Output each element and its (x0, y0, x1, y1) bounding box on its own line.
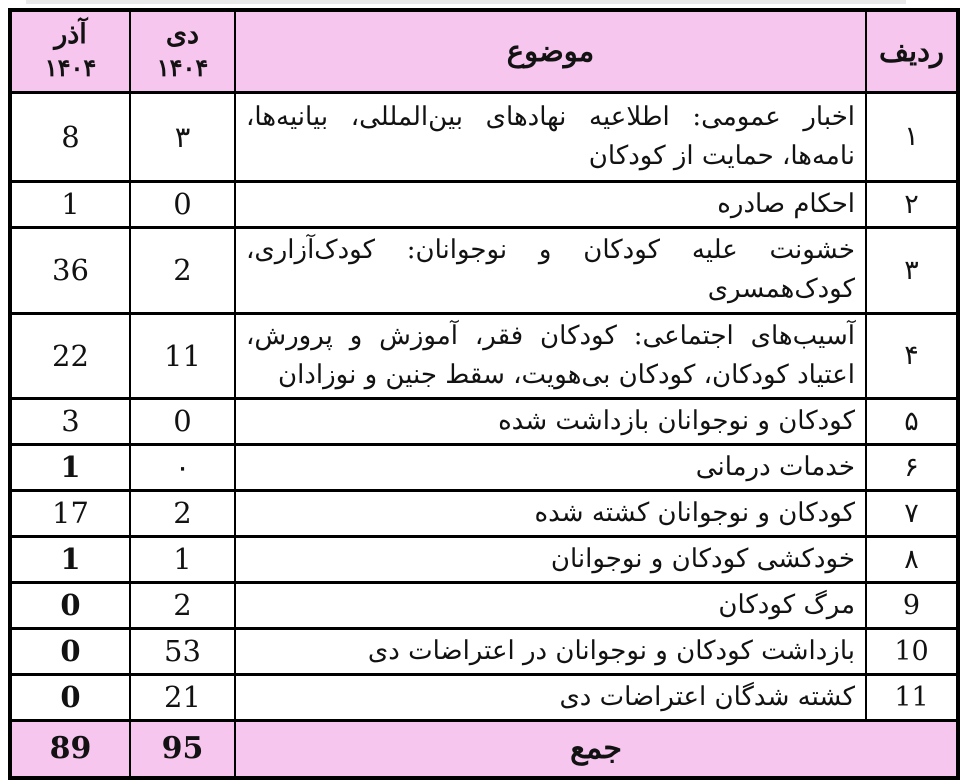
table-sum-row (10, 720, 958, 778)
header-azar-month: آذر (54, 19, 87, 51)
row-number: ۷ (866, 490, 958, 536)
subject-cell: اخبار عمومی: اطلاعیه نهادهای بین‌المللی، بیانیه‌ها، نامه‌ها، حمایت از کودکان (235, 92, 866, 181)
row-number: ۴ (866, 313, 958, 398)
azar-value: 0 (10, 674, 130, 720)
dey-value: 2 (130, 490, 235, 536)
monthly-subjects-table (8, 8, 960, 780)
row-number: ۱ (866, 92, 958, 181)
azar-value: 1 (10, 444, 130, 490)
row-number: ۲ (866, 181, 958, 227)
row-number: ۶ (866, 444, 958, 490)
table-row (10, 92, 958, 181)
table-row (10, 444, 958, 490)
azar-value: 1 (10, 536, 130, 582)
azar-value: 36 (10, 227, 130, 313)
header-subject: موضوع (235, 10, 866, 92)
row-number: ۸ (866, 536, 958, 582)
table-row (10, 628, 958, 674)
azar-value: 8 (10, 92, 130, 181)
subject-cell: کشته شدگان اعتراضات دی (235, 674, 866, 720)
dey-value: 0 (130, 398, 235, 444)
subject-cell: خدمات درمانی (235, 444, 866, 490)
sum-label: جمع (235, 720, 958, 778)
azar-value: 0 (10, 628, 130, 674)
table-row (10, 398, 958, 444)
header-dey-1404 (130, 10, 235, 92)
subject-cell: کودکان و نوجوانان بازداشت شده (235, 398, 866, 444)
row-number: ۵ (866, 398, 958, 444)
row-number: 11 (866, 674, 958, 720)
azar-total: 89 (10, 720, 130, 778)
scan-edge-artifact (26, 0, 906, 4)
header-azar-1404 (10, 10, 130, 92)
dey-value: 2 (130, 227, 235, 313)
header-row-number: ردیف (866, 10, 958, 92)
subject-cell: احکام صادره (235, 181, 866, 227)
header-dey-year: ۱۴۰۴ (156, 52, 209, 82)
azar-value: 17 (10, 490, 130, 536)
dey-value: ۰ (130, 444, 235, 490)
header-dey-month: دی (165, 19, 200, 51)
header-azar-year: ۱۴۰۴ (44, 52, 97, 82)
dey-value: 2 (130, 582, 235, 628)
subject-cell: خودکشی کودکان و نوجوانان (235, 536, 866, 582)
dey-value: 0 (130, 181, 235, 227)
dey-value: 21 (130, 674, 235, 720)
table-row (10, 313, 958, 398)
row-number: ۳ (866, 227, 958, 313)
clipped-page-number-artifact (926, 770, 956, 779)
subject-cell: مرگ کودکان (235, 582, 866, 628)
row-number: 9 (866, 582, 958, 628)
azar-value: 0 (10, 582, 130, 628)
subject-cell: آسیب‌های اجتماعی: کودکان فقر، آموزش و پرورش، اعتیاد کودکان، کودکان بی‌هویت، سقط جنین و نوزادان (235, 313, 866, 398)
dey-value: 1 (130, 536, 235, 582)
azar-value: 22 (10, 313, 130, 398)
dey-value: 53 (130, 628, 235, 674)
table-row (10, 490, 958, 536)
table-row (10, 536, 958, 582)
subject-cell: خشونت علیه کودکان و نوجوانان: کودک‌آزاری، کودک‌همسری (235, 227, 866, 313)
table-row (10, 227, 958, 313)
dey-value: ۳ (130, 92, 235, 181)
table-header-row (10, 10, 958, 92)
table-row (10, 674, 958, 720)
subject-cell: بازداشت کودکان و نوجوانان در اعتراضات دی (235, 628, 866, 674)
row-number: 10 (866, 628, 958, 674)
table-row (10, 582, 958, 628)
azar-value: 1 (10, 181, 130, 227)
table-row (10, 181, 958, 227)
azar-value: 3 (10, 398, 130, 444)
subject-cell: کودکان و نوجوانان کشته شده (235, 490, 866, 536)
dey-total: 95 (130, 720, 235, 778)
dey-value: 11 (130, 313, 235, 398)
